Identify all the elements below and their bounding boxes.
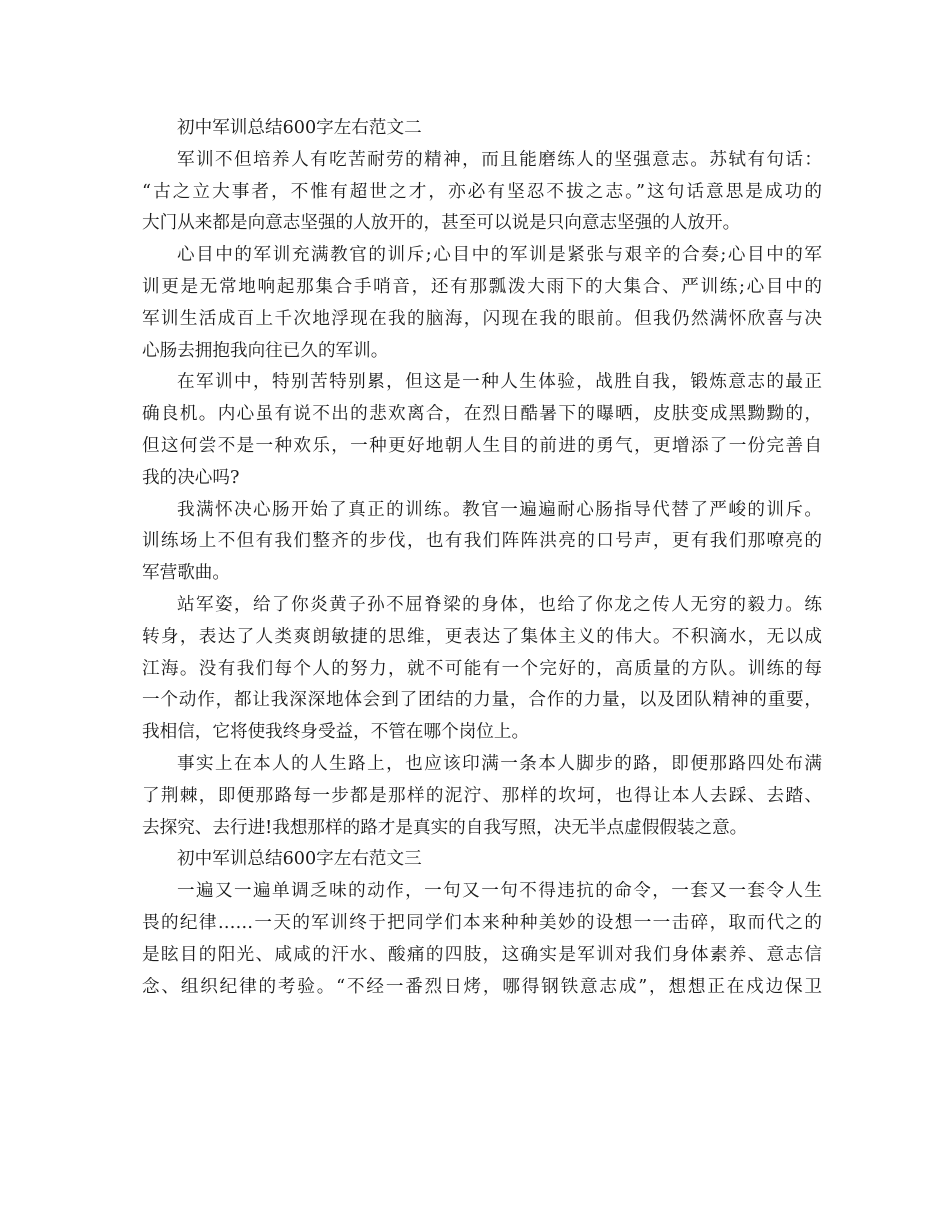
document-body xyxy=(142,113,822,1003)
text-line: 我相信，它将使我终身受益，不管在哪个岗位上。 xyxy=(142,722,530,743)
text-line: 但这何尝不是一种欢乐，一种更好地朝人生目的前进的勇气，更增添了一份完善自 xyxy=(142,435,822,456)
text-line: 是眩目的阳光、咸咸的汗水、酸痛的四肢，这确实是军训对我们身体素养、意志信 xyxy=(142,944,822,965)
text-line: 心肠去拥抱我向往已久的军训。 xyxy=(142,340,389,361)
text-line: “古之立大事者，不惟有超世之才，亦必有坚忍不拔之志。”这句话意思是成功的 xyxy=(142,181,822,202)
text-line: 在军训中，特别苦特别累，但这是一种人生体验，战胜自我，锻炼意志的最正 xyxy=(177,372,822,393)
text-line: 军训生活成百上千次地浮现在我的脑海，闪现在我的眼前。但我仍然满怀欣喜与决 xyxy=(142,308,822,329)
text-line: 一个动作，都让我深深地体会到了团结的力量，合作的力量，以及团队精神的重要， xyxy=(142,690,822,711)
text-line: 转身，表达了人类爽朗敏捷的思维，更表达了集体主义的伟大。不积滴水，无以成 xyxy=(142,626,822,647)
text-line: 军营歌曲。 xyxy=(142,563,230,584)
text-line: 初中军训总结600字左右范文三 xyxy=(177,849,422,870)
text-line: 心目中的军训充满教官的训斥;心目中的军训是紧张与艰辛的合奏;心目中的军 xyxy=(177,245,822,266)
text-line: 确良机。内心虽有说不出的悲欢离合，在烈日酷暑下的曝晒，皮肤变成黑黝黝的， xyxy=(142,404,822,425)
text-line: 大门从来都是向意志坚强的人放开的，甚至可以说是只向意志坚强的人放开。 xyxy=(142,213,741,234)
text-line: 我满怀决心肠开始了真正的训练。教官一遍遍耐心肠指导代替了严峻的训斥。 xyxy=(177,499,822,520)
text-line: 站军姿，给了你炎黄子孙不屈脊梁的身体，也给了你龙之传人无穷的毅力。练 xyxy=(177,594,822,615)
text-line: 念、组织纪律的考验。“不经一番烈日烤，哪得钢铁意志成”，想想正在戍边保卫 xyxy=(142,976,822,997)
text-line: 训练场上不但有我们整齐的步伐，也有我们阵阵洪亮的口号声，更有我们那嘹亮的 xyxy=(142,531,822,552)
text-line: 训更是无常地响起那集合手哨音，还有那瓢泼大雨下的大集合、严训练;心目中的 xyxy=(142,276,822,297)
text-line: 畏的纪律……一天的军训终于把同学们本来种种美妙的设想一一击碎，取而代之的 xyxy=(142,912,822,933)
text-line: 了荆棘，即便那路每一步都是那样的泥泞、那样的坎坷，也得让本人去踩、去踏、 xyxy=(142,785,822,806)
text-line: 我的决心吗? xyxy=(142,467,240,488)
text-line: 初中军训总结600字左右范文二 xyxy=(177,118,422,138)
text-line: 去探究、去行进!我想那样的路才是真实的自我写照，决无半点虚假假装之意。 xyxy=(142,817,748,838)
text-line: 军训不但培养人有吃苦耐劳的精神，而且能磨练人的坚强意志。苏轼有句话： xyxy=(177,149,822,170)
text-line: 事实上在本人的人生路上，也应该印满一条本人脚步的路，即便那路四处布满 xyxy=(177,753,822,774)
text-line: 江海。没有我们每个人的努力，就不可能有一个完好的，高质量的方队。训练的每 xyxy=(142,658,822,679)
text-line: 一遍又一遍单调乏味的动作，一句又一句不得违抗的命令，一套又一套令人生 xyxy=(177,881,822,902)
